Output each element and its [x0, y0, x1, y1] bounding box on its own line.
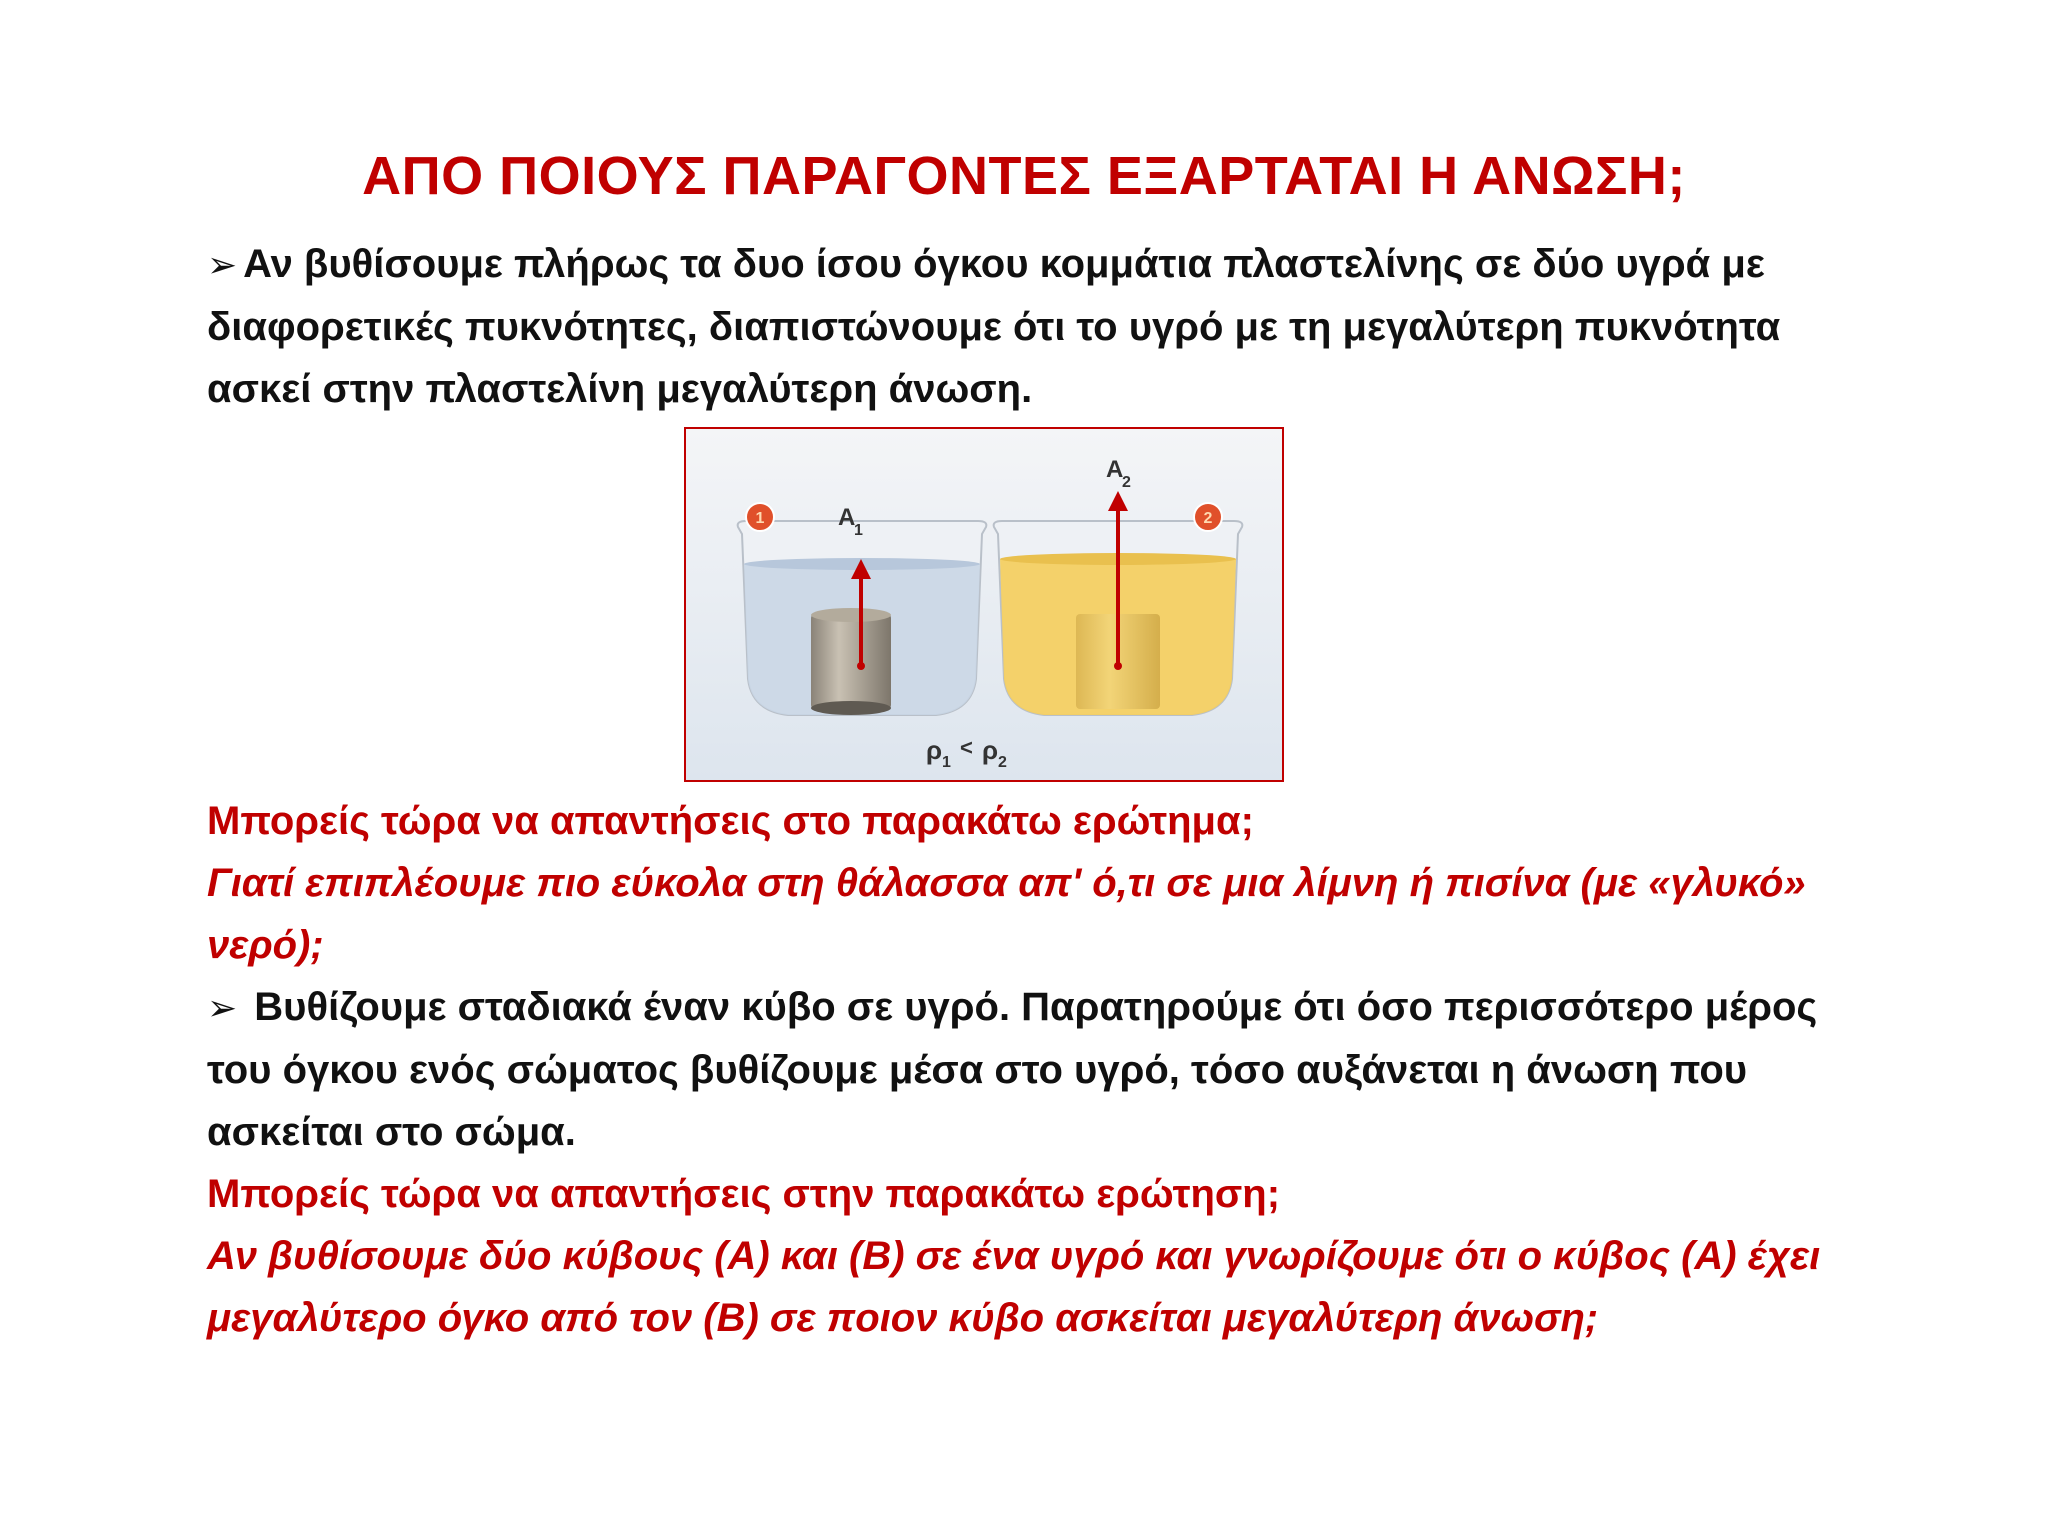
arrow-bullet-icon-2: ➢: [207, 987, 238, 1028]
beakers-figure: [684, 427, 1284, 782]
paragraph-submersion: [207, 976, 1867, 1163]
questions-block: [207, 790, 1867, 1349]
beakers-illustration: [686, 429, 1282, 780]
badge-2-label: 2: [1203, 510, 1213, 527]
badge-2: [1194, 503, 1222, 531]
rho-less-than: <: [960, 735, 973, 760]
paragraph-density-text: Αν βυθίσουμε πλήρως τα δυο ίσου όγκου κομμάτια πλαστελίνης σε δύο υγρά με διαφορετικές πυκνότητες, διαπιστώνουμε ότι το υγρό με τη μεγαλύτερη πυκνότητα ασκεί στην πλαστελίνη μεγαλύτερη άνωση.: [207, 242, 1781, 411]
beaker-1: [738, 521, 987, 715]
arrow-bullet-icon: ➢: [207, 244, 238, 285]
question1-prompt: Μπορείς τώρα να απαντήσεις στο παρακάτω ερώτημα;: [207, 799, 1254, 843]
label-a1: A: [838, 504, 856, 531]
rho1-symbol: ρ: [926, 735, 943, 765]
slide-title: ΑΠΟ ΠΟΙΟΥΣ ΠΑΡΑΓΟΝΤΕΣ ΕΞΑΡΤΑΤΑΙ Η ΑΝΩΣΗ;: [362, 146, 1686, 206]
beaker-2: [994, 501, 1243, 715]
rho1-sub: 1: [942, 754, 951, 771]
question1-text: Γιατί επιπλέουμε πιο εύκολα στη θάλασσα απ' ό,τι σε μια λίμνη ή πισίνα (με «γλυκό» νερό);: [207, 861, 1806, 967]
rho2-sub: 2: [998, 754, 1007, 771]
paragraph-density: [207, 233, 1867, 420]
question2-text: Αν βυθίσουμε δύο κύβους (Α) και (Β) σε ένα υγρό και γνωρίζουμε ότι ο κύβος (Α) έχει μεγαλύτερο όγκο από τον (Β) σε ποιον κύβο ασκείται μεγαλύτερη άνωση;: [207, 1234, 1821, 1340]
badge-1: [746, 503, 774, 531]
label-a2: A: [1106, 456, 1124, 483]
rho2-symbol: ρ: [982, 735, 999, 765]
paragraph-submersion-text: Βυθίζουμε σταδιακά έναν κύβο σε υγρό. Παρατηρούμε ότι όσο περισσότερο μέρος του όγκου ενός σώματος βυθίζουμε μέσα στο υγρό, τόσο αυξάνεται η άνωση που ασκείται στο σώμα.: [207, 985, 1818, 1154]
badge-1-label: 1: [755, 510, 765, 527]
question2-prompt: Μπορείς τώρα να απαντήσεις στην παρακάτω ερώτηση;: [207, 1172, 1281, 1216]
label-a2-sub: 2: [1122, 474, 1131, 491]
label-a1-sub: 1: [854, 522, 863, 539]
